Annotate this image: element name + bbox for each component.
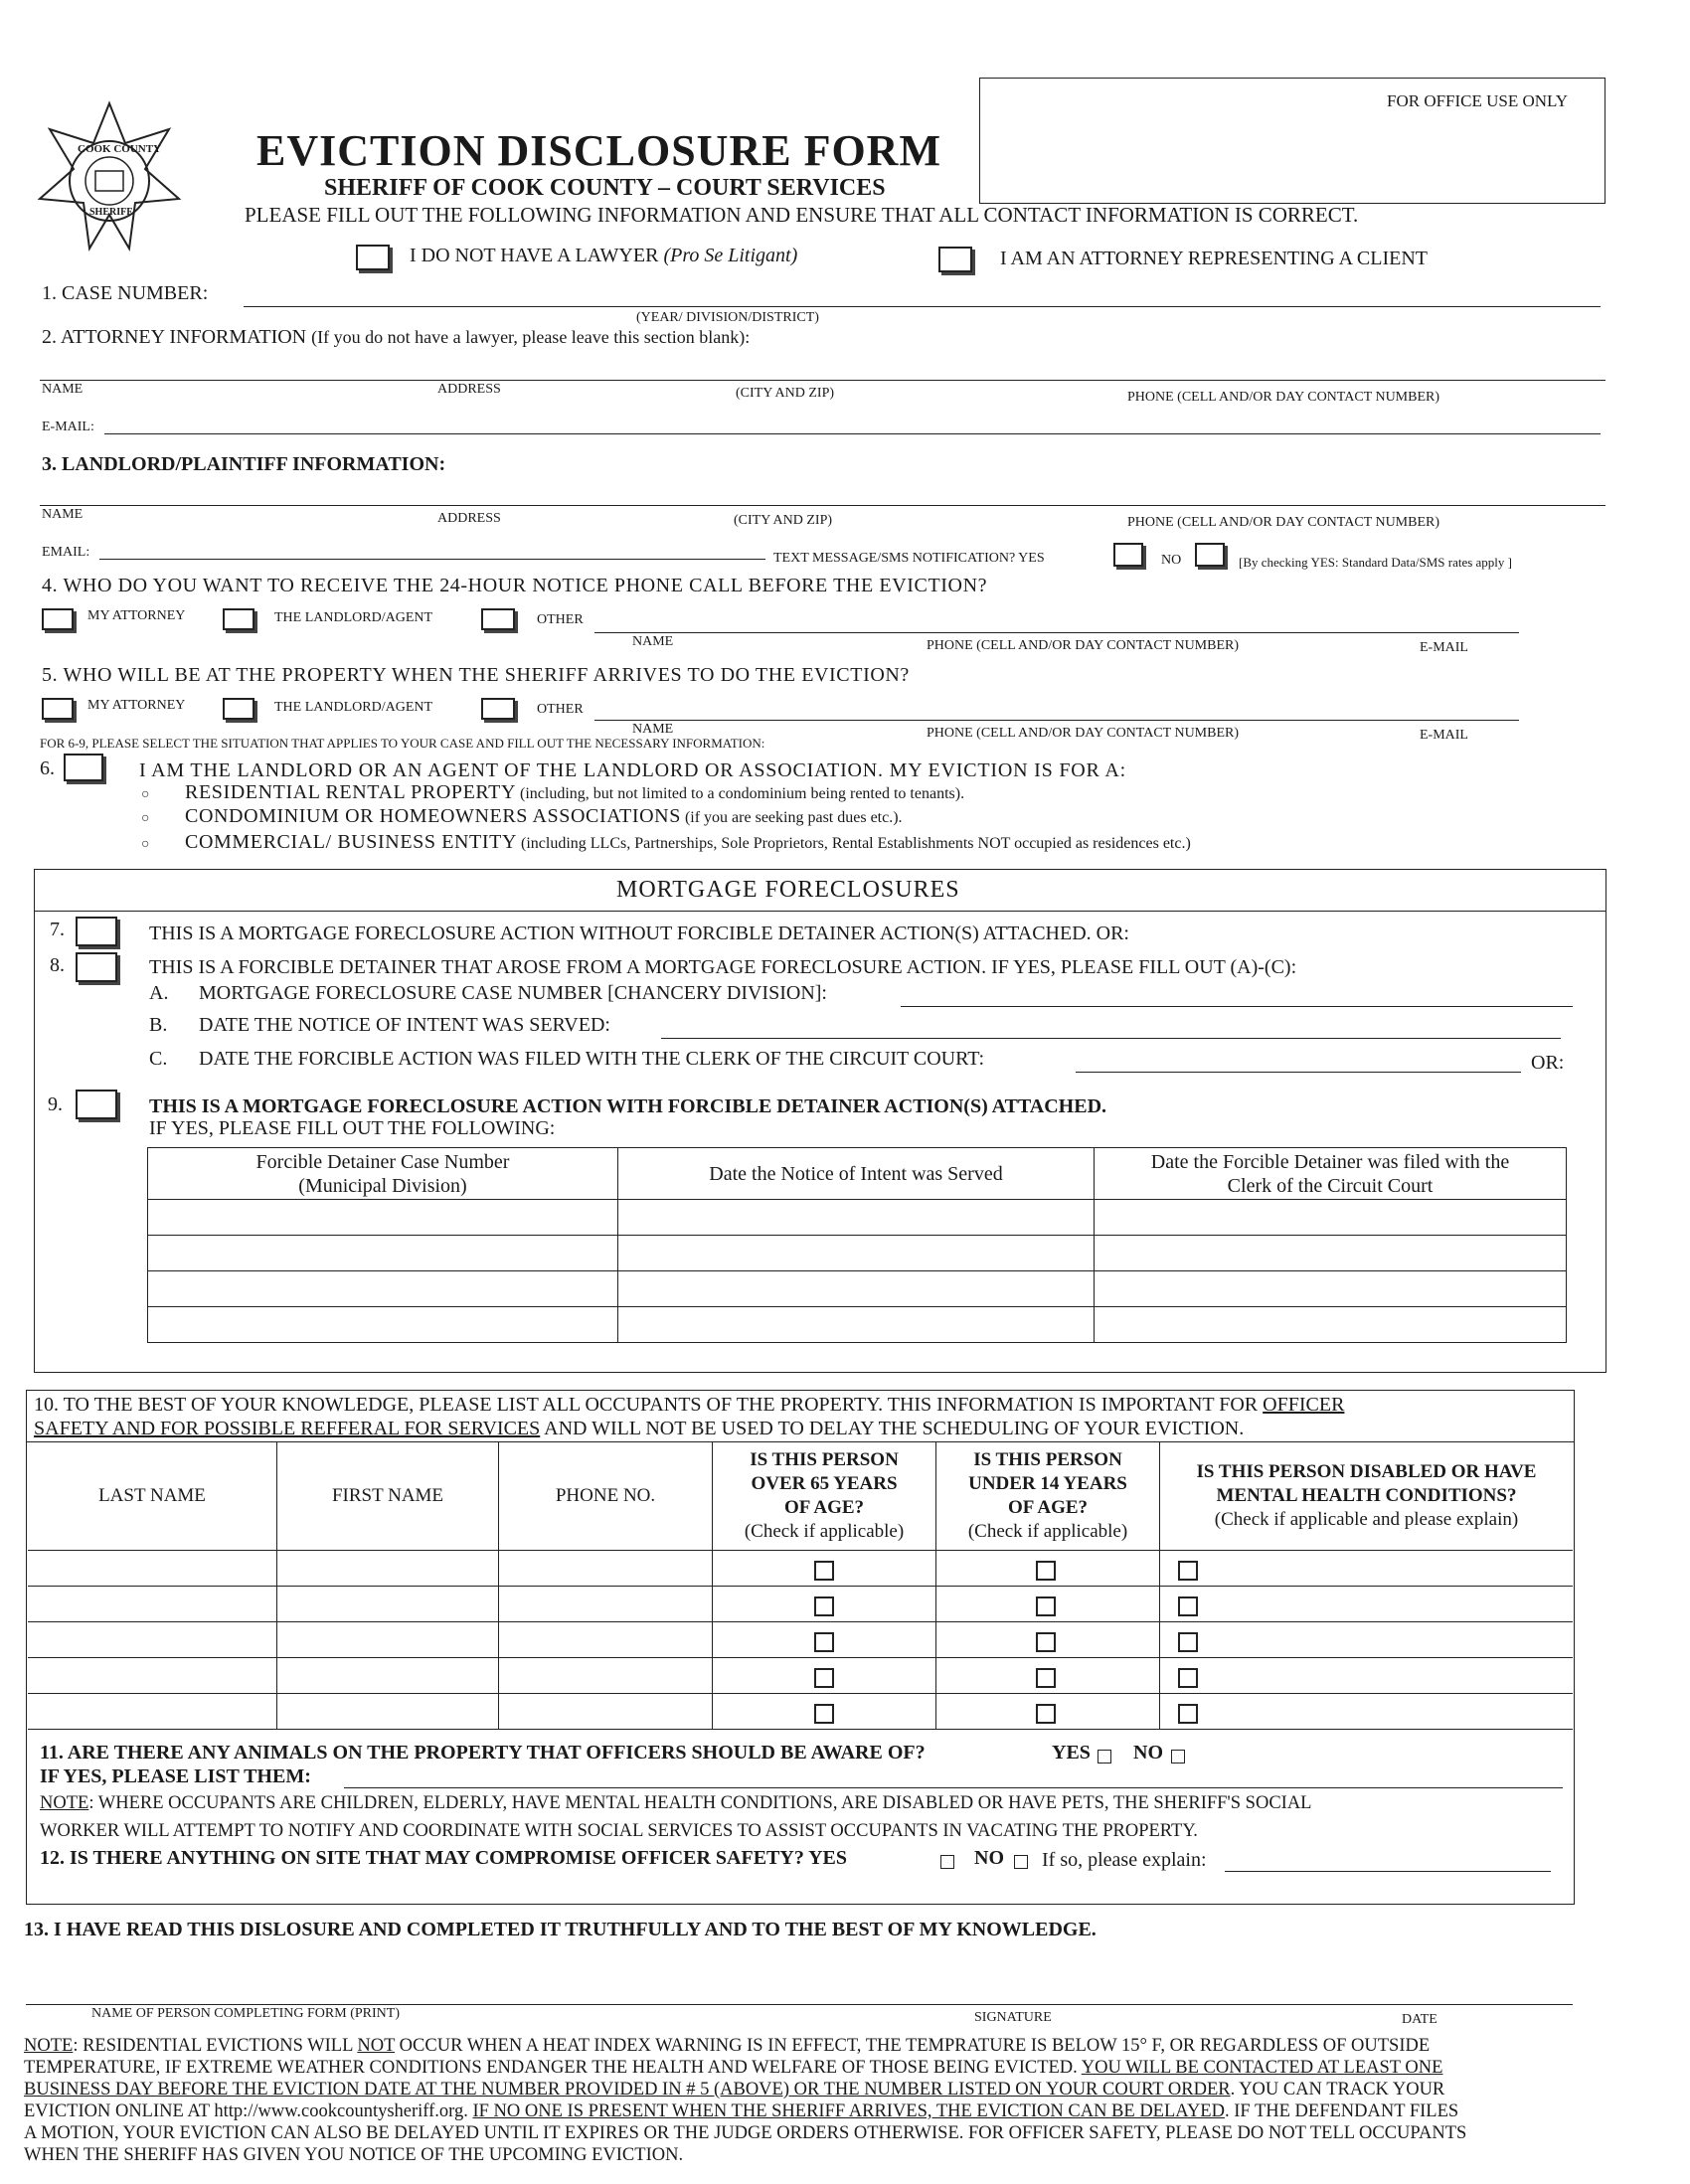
attorney-label: I AM AN ATTORNEY REPRESENTING A CLIENT: [1000, 248, 1429, 269]
fd-cell[interactable]: [1095, 1200, 1567, 1236]
case-number-line[interactable]: [244, 306, 1601, 307]
q12-explain-label: If so, please explain:: [1042, 1849, 1207, 1871]
office-use-label: FOR OFFICE USE ONLY: [1387, 91, 1569, 110]
signature-caption: SIGNATURE: [974, 2010, 1052, 2025]
seal-text-top: COOK COUNTY: [78, 143, 162, 155]
form-title: EVICTION DISCLOSURE FORM: [256, 126, 941, 175]
occ-header-under-14: IS THIS PERSON UNDER 14 YEARS OF AGE? (Check if applicable): [936, 1442, 1160, 1550]
q9-label: THIS IS A MORTGAGE FORECLOSURE ACTION WITH FORCIBLE DETAINER ACTION(S) ATTACHED.: [149, 1095, 1107, 1117]
notice-name-caption: NAME: [632, 634, 674, 649]
option-c-bullet: ○: [141, 837, 150, 852]
occ-header-phone: PHONE NO.: [499, 1442, 713, 1550]
q8a-label: MORTGAGE FORECLOSURE CASE NUMBER [CHANCERY DIVISION]:: [199, 982, 827, 1004]
occ-last-name-cell[interactable]: [28, 1621, 277, 1657]
occupant-note-line1: NOTE: WHERE OCCUPANTS ARE CHILDREN, ELDERLY, HAVE MENTAL HEALTH CONDITIONS, ARE DISABLED OR HAVE PETS, THE SHERIFF'S SOCIAL: [40, 1793, 1312, 1813]
notice-landlord-label: THE LANDLORD/AGENT: [274, 610, 433, 625]
attorney-city-caption: (CITY AND ZIP): [736, 386, 835, 401]
present-my-attorney-label: MY ATTORNEY: [87, 698, 186, 713]
notice-my-attorney-checkbox[interactable]: [42, 608, 74, 630]
occ-phone-cell[interactable]: [499, 1657, 713, 1693]
sms-no-label: NO: [1161, 553, 1182, 568]
under-14-checkbox[interactable]: [1036, 1596, 1056, 1616]
attorney-name-caption: NAME: [42, 382, 84, 397]
over-65-checkbox[interactable]: [814, 1561, 834, 1581]
footer-note-line2: TEMPERATURE, IF EXTREME WEATHER CONDITIONS ENDANGER THE HEALTH AND WELFARE OF THOSE BEING EVICTED. YOU WILL BE CONTACTED AT LEAST ONE: [24, 2058, 1443, 2078]
occupant-row: [28, 1657, 1573, 1693]
condominium-option: CONDOMINIUM OR HOMEOWNERS ASSOCIATIONS (if you are seeking past dues etc.).: [185, 805, 903, 827]
no-lawyer-label: I DO NOT HAVE A LAWYER (Pro Se Litigant): [410, 245, 798, 266]
occ-phone-cell[interactable]: [499, 1621, 713, 1657]
q11-no-checkbox[interactable]: [1171, 1750, 1185, 1764]
over-65-checkbox[interactable]: [814, 1668, 834, 1688]
occ-disabled-cell: [1160, 1586, 1574, 1621]
commercial-option: COMMERCIAL/ BUSINESS ENTITY (including LLCs, Partnerships, Sole Proprietors, Rental Establishments NOT occupied as residences etc.): [185, 831, 1191, 853]
q7-label: THIS IS A MORTGAGE FORECLOSURE ACTION WITHOUT FORCIBLE DETAINER ACTION(S) ATTACHED. OR:: [149, 923, 1129, 944]
footer-note-line1: NOTE: RESIDENTIAL EVICTIONS WILL NOT OCCUR WHEN A HEAT INDEX WARNING IS IN EFFECT, THE TEMPRATURE IS BELOW 15° F, OR REGARDLESS OF OUTSIDE: [24, 2036, 1431, 2056]
fd-cell[interactable]: [618, 1236, 1095, 1271]
occ-first-name-cell[interactable]: [277, 1621, 499, 1657]
occ-over-65-cell: [713, 1586, 936, 1621]
signature-line[interactable]: [26, 2004, 1573, 2005]
present-landlord-checkbox[interactable]: [223, 698, 254, 720]
over-65-checkbox[interactable]: [814, 1704, 834, 1724]
occ-under-14-cell: [936, 1621, 1160, 1657]
notice-call-question: 4. WHO DO YOU WANT TO RECEIVE THE 24-HOUR NOTICE PHONE CALL BEFORE THE EVICTION?: [42, 575, 988, 596]
over-65-checkbox[interactable]: [814, 1632, 834, 1652]
fd-cell[interactable]: [1095, 1271, 1567, 1307]
form-instruction: PLEASE FILL OUT THE FOLLOWING INFORMATION AND ENSURE THAT ALL CONTACT INFORMATION IS CORRECT.: [245, 203, 1359, 227]
under-14-checkbox[interactable]: [1036, 1561, 1056, 1581]
forcible-detainer-table: [147, 1147, 1567, 1343]
occ-over-65-cell: [713, 1657, 936, 1693]
occupant-row: [28, 1586, 1573, 1621]
sms-no-checkbox[interactable]: [1195, 543, 1225, 567]
residential-option: RESIDENTIAL RENTAL PROPERTY (including, but not limited to a condominium being rented to tenants).: [185, 781, 965, 803]
present-other-label: OTHER: [537, 702, 584, 717]
notice-my-attorney-label: MY ATTORNEY: [87, 608, 186, 623]
occ-under-14-cell: [936, 1586, 1160, 1621]
occ-header-last-name: LAST NAME: [28, 1442, 277, 1550]
occ-header-over-65: IS THIS PERSON OVER 65 YEARS OF AGE? (Check if applicable): [713, 1442, 936, 1550]
occ-first-name-cell[interactable]: [277, 1586, 499, 1621]
attorney-info-label: 2. ATTORNEY INFORMATION (If you do not have a lawyer, please leave this section blank):: [42, 326, 751, 348]
occupant-row: [28, 1621, 1573, 1657]
occ-last-name-cell[interactable]: [28, 1586, 277, 1621]
q11-list-label: IF YES, PLEASE LIST THEM:: [40, 1765, 311, 1787]
occupant-note-line2: WORKER WILL ATTEMPT TO NOTIFY AND COORDINATE WITH SOCIAL SERVICES TO ASSIST OCCUPANTS IN VACATING THE PROPERTY.: [40, 1821, 1198, 1841]
attorney-email-line[interactable]: [104, 433, 1601, 434]
fd-cell[interactable]: [1095, 1307, 1567, 1343]
seal-text-bottom: SHERIFF: [89, 207, 133, 218]
q9-instruction: IF YES, PLEASE FILL OUT THE FOLLOWING:: [149, 1117, 556, 1139]
occ-first-name-cell[interactable]: [277, 1657, 499, 1693]
fd-cell[interactable]: [1095, 1236, 1567, 1271]
disabled-checkbox[interactable]: [1178, 1704, 1198, 1724]
fd-row: [148, 1271, 1567, 1307]
fd-cell[interactable]: [148, 1236, 618, 1271]
attorney-address-caption: ADDRESS: [437, 382, 501, 397]
printed-name-caption: NAME OF PERSON COMPLETING FORM (PRINT): [91, 2006, 400, 2021]
notice-other-line[interactable]: [594, 632, 1519, 633]
under-14-checkbox[interactable]: [1036, 1632, 1056, 1652]
landlord-email-label: EMAIL:: [42, 545, 90, 560]
occupants-table: [28, 1442, 1573, 1730]
attorney-phone-caption: PHONE (CELL AND/OR DAY CONTACT NUMBER): [1127, 390, 1440, 405]
fd-cell[interactable]: [618, 1200, 1095, 1236]
notice-other-checkbox[interactable]: [481, 608, 515, 630]
under-14-checkbox[interactable]: [1036, 1704, 1056, 1724]
q8c-letter: C.: [149, 1048, 168, 1070]
footer-note-line4: EVICTION ONLINE AT http://www.cookcountysheriff.org. IF NO ONE IS PRESENT WHEN THE SHERIFF ARRIVES, THE EVICTION CAN BE DELAYED. IF THE DEFENDANT FILES: [24, 2101, 1459, 2121]
q8c-or: OR:: [1531, 1052, 1565, 1074]
notice-landlord-checkbox[interactable]: [223, 608, 254, 630]
occ-last-name-cell[interactable]: [28, 1693, 277, 1729]
fd-cell[interactable]: [148, 1271, 618, 1307]
q12-no-checkbox[interactable]: [1014, 1855, 1028, 1869]
occ-last-name-cell[interactable]: [28, 1550, 277, 1586]
disabled-checkbox[interactable]: [1178, 1561, 1198, 1581]
notice-phone-caption: PHONE (CELL AND/OR DAY CONTACT NUMBER): [927, 638, 1240, 653]
q8c-line[interactable]: [1076, 1072, 1521, 1073]
option-a-bullet: ○: [141, 787, 150, 802]
landlord-agent-label: I AM THE LANDLORD OR AN AGENT OF THE LANDLORD OR ASSOCIATION. MY EVICTION IS FOR A:: [139, 759, 1126, 781]
over-65-checkbox[interactable]: [814, 1596, 834, 1616]
q12-yes-checkbox[interactable]: [940, 1855, 954, 1869]
occ-disabled-cell: [1160, 1693, 1574, 1729]
q11-list-line[interactable]: [344, 1787, 1563, 1788]
occ-disabled-cell: [1160, 1621, 1574, 1657]
occ-under-14-cell: [936, 1693, 1160, 1729]
no-lawyer-checkbox[interactable]: [356, 245, 390, 270]
q8-checkbox[interactable]: [76, 952, 117, 982]
disabled-checkbox[interactable]: [1178, 1668, 1198, 1688]
under-14-checkbox[interactable]: [1036, 1668, 1056, 1688]
attorney-info-line[interactable]: [40, 380, 1606, 381]
occupant-row: [28, 1693, 1573, 1729]
fd-cell[interactable]: [148, 1200, 618, 1236]
mortgage-header-rule: [34, 911, 1606, 912]
case-number-label: 1. CASE NUMBER:: [42, 282, 209, 304]
present-at-property-question: 5. WHO WILL BE AT THE PROPERTY WHEN THE SHERIFF ARRIVES TO DO THE EVICTION?: [42, 664, 910, 686]
q7-checkbox[interactable]: [76, 917, 117, 946]
present-other-line[interactable]: [594, 720, 1519, 721]
occ-last-name-cell[interactable]: [28, 1657, 277, 1693]
footer-note-line6: WHEN THE SHERIFF HAS GIVEN YOU NOTICE OF THE UPCOMING EVICTION.: [24, 2145, 684, 2165]
notice-other-label: OTHER: [537, 612, 584, 627]
fd-header-filed-date: Date the Forcible Detainer was filed with the Clerk of the Circuit Court: [1095, 1148, 1567, 1200]
q13-certification: 13. I HAVE READ THIS DISLOSURE AND COMPLETED IT TRUTHFULLY AND TO THE BEST OF MY KNOWLEDGE.: [24, 1919, 1097, 1940]
occ-header-first-name: FIRST NAME: [277, 1442, 499, 1550]
landlord-info-line[interactable]: [40, 505, 1606, 506]
fd-header-notice-served: Date the Notice of Intent was Served: [618, 1148, 1095, 1200]
q12-explain-line[interactable]: [1225, 1871, 1551, 1872]
fd-cell[interactable]: [148, 1307, 618, 1343]
sections-6-9-instruction: FOR 6-9, PLEASE SELECT THE SITUATION THAT APPLIES TO YOUR CASE AND FILL OUT THE NECESSARY INFORMATION:: [40, 736, 765, 751]
option-b-bullet: ○: [141, 811, 150, 826]
q9-number: 9.: [48, 1093, 63, 1115]
occ-first-name-cell[interactable]: [277, 1550, 499, 1586]
fd-cell[interactable]: [618, 1271, 1095, 1307]
footer-note-line5: A MOTION, YOUR EVICTION CAN ALSO BE DELAYED UNTIL IT EXPIRES OR THE JUDGE ORDERS OTHERWISE. FOR OFFICER SAFETY, PLEASE DO NOT TELL OCCUPANTS: [24, 2123, 1467, 2143]
q8b-letter: B.: [149, 1014, 168, 1036]
occ-phone-cell[interactable]: [499, 1693, 713, 1729]
sms-yes-checkbox[interactable]: [1113, 543, 1143, 567]
sms-notification-label: TEXT MESSAGE/SMS NOTIFICATION? YES: [773, 551, 1045, 566]
q12-no-label: NO: [974, 1847, 1004, 1869]
fd-row: [148, 1307, 1567, 1343]
q8b-label: DATE THE NOTICE OF INTENT WAS SERVED:: [199, 1014, 610, 1036]
occ-phone-cell[interactable]: [499, 1586, 713, 1621]
sheriff-seal: [30, 99, 189, 258]
landlord-info-label: 3. LANDLORD/PLAINTIFF INFORMATION:: [42, 453, 446, 475]
q8c-label: DATE THE FORCIBLE ACTION WAS FILED WITH THE CLERK OF THE CIRCUIT COURT:: [199, 1048, 985, 1070]
q8a-line[interactable]: [901, 1006, 1573, 1007]
s6-number: 6.: [40, 757, 55, 779]
q11-yes-label: YES: [1052, 1742, 1091, 1764]
occ-under-14-cell: [936, 1657, 1160, 1693]
q8-label: THIS IS A FORCIBLE DETAINER THAT AROSE FROM A MORTGAGE FORECLOSURE ACTION. IF YES, PLEASE FILL OUT (A)-(C):: [149, 956, 1297, 978]
q8b-line[interactable]: [661, 1038, 1561, 1039]
q8a-letter: A.: [149, 982, 169, 1004]
landlord-city-caption: (CITY AND ZIP): [734, 513, 833, 528]
footer-note-line3: BUSINESS DAY BEFORE THE EVICTION DATE AT THE NUMBER PROVIDED IN # 5 (ABOVE) OR THE NUMBER LISTED ON YOUR COURT ORDER. YOU CAN TRACK YOUR: [24, 2080, 1445, 2100]
occ-header-disabled: IS THIS PERSON DISABLED OR HAVE MENTAL HEALTH CONDITIONS? (Check if applicable and please explain): [1160, 1442, 1574, 1550]
occ-under-14-cell: [936, 1550, 1160, 1586]
q11-no-label: NO: [1133, 1742, 1163, 1764]
occ-over-65-cell: [713, 1621, 936, 1657]
date-caption: DATE: [1402, 2012, 1437, 2027]
present-name-caption: NAME: [632, 722, 674, 737]
occupants-intro-line1: 10. TO THE BEST OF YOUR KNOWLEDGE, PLEASE LIST ALL OCCUPANTS OF THE PROPERTY. THIS INFORMATION IS IMPORTANT FOR OFFICER: [34, 1394, 1345, 1416]
occupant-row: [28, 1550, 1573, 1586]
occ-over-65-cell: [713, 1550, 936, 1586]
q12-label: 12. IS THERE ANYTHING ON SITE THAT MAY COMPROMISE OFFICER SAFETY? YES: [40, 1847, 848, 1869]
landlord-address-caption: ADDRESS: [437, 511, 501, 526]
present-my-attorney-checkbox[interactable]: [42, 698, 74, 720]
attorney-email-label: E-MAIL:: [42, 420, 94, 434]
occupants-intro-line2: SAFETY AND FOR POSSIBLE REFFERAL FOR SERVICES AND WILL NOT BE USED TO DELAY THE SCHEDULING OF YOUR EVICTION.: [34, 1418, 1245, 1439]
present-phone-caption: PHONE (CELL AND/OR DAY CONTACT NUMBER): [927, 726, 1240, 741]
landlord-name-caption: NAME: [42, 507, 84, 522]
case-number-sublabel: (YEAR/ DIVISION/DISTRICT): [636, 310, 819, 325]
q8-number: 8.: [50, 954, 65, 976]
fd-row: [148, 1200, 1567, 1236]
sms-rates-note: [By checking YES: Standard Data/SMS rates apply ]: [1239, 555, 1512, 570]
landlord-phone-caption: PHONE (CELL AND/OR DAY CONTACT NUMBER): [1127, 515, 1440, 530]
present-other-checkbox[interactable]: [481, 698, 515, 720]
occ-over-65-cell: [713, 1693, 936, 1729]
fd-row: [148, 1236, 1567, 1271]
landlord-agent-checkbox[interactable]: [64, 754, 103, 781]
occ-phone-cell[interactable]: [499, 1550, 713, 1586]
occ-disabled-cell: [1160, 1657, 1574, 1693]
fd-header-case-number: Forcible Detainer Case Number (Municipal Division): [148, 1148, 618, 1200]
disabled-checkbox[interactable]: [1178, 1632, 1198, 1652]
occ-disabled-cell: [1160, 1550, 1574, 1586]
q9-checkbox[interactable]: [76, 1090, 117, 1119]
present-email-caption: E-MAIL: [1420, 728, 1468, 743]
fd-cell[interactable]: [618, 1307, 1095, 1343]
form-subtitle: SHERIFF OF COOK COUNTY – COURT SERVICES: [324, 175, 886, 201]
q11-yes-checkbox[interactable]: [1098, 1750, 1111, 1764]
landlord-email-line[interactable]: [99, 559, 765, 560]
q7-number: 7.: [50, 919, 65, 940]
attorney-checkbox[interactable]: [938, 247, 972, 272]
q11-label: 11. ARE THERE ANY ANIMALS ON THE PROPERTY THAT OFFICERS SHOULD BE AWARE OF?: [40, 1742, 926, 1764]
disabled-checkbox[interactable]: [1178, 1596, 1198, 1616]
occ-first-name-cell[interactable]: [277, 1693, 499, 1729]
mortgage-title: MORTGAGE FORECLOSURES: [616, 877, 960, 903]
present-landlord-label: THE LANDLORD/AGENT: [274, 700, 433, 715]
notice-email-caption: E-MAIL: [1420, 640, 1468, 655]
